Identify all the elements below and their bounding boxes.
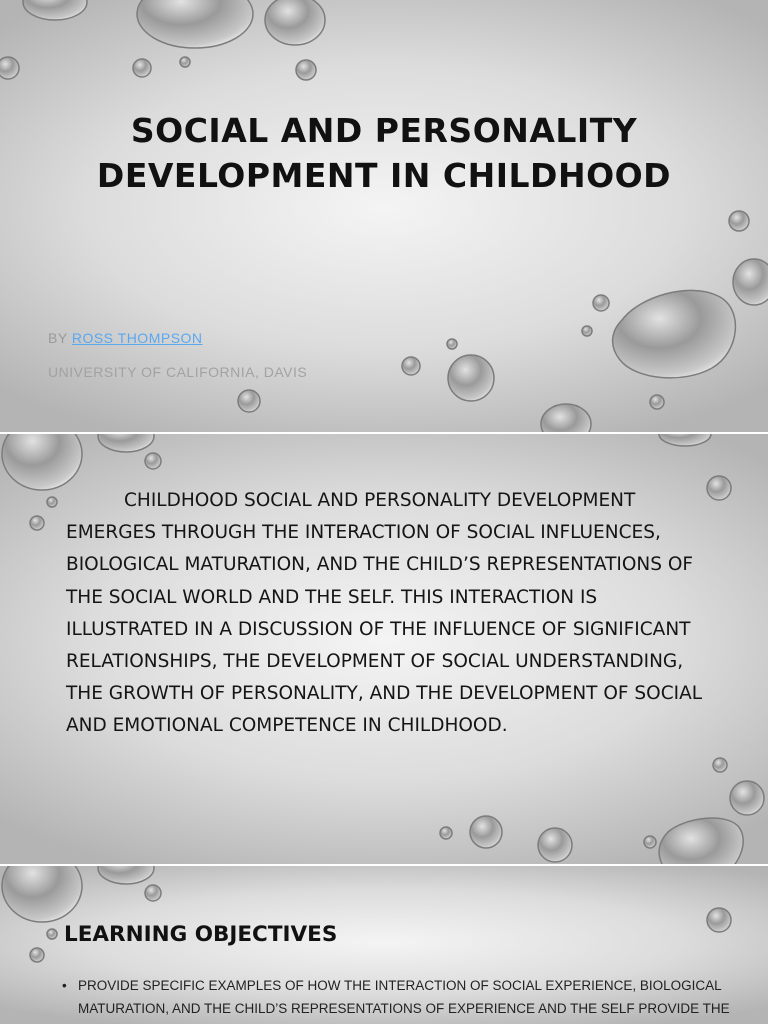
author-link[interactable]: ROSS THOMPSON xyxy=(71,330,203,346)
by-prefix: BY xyxy=(48,330,68,346)
learning-objectives-heading: LEARNING OBJECTIVES xyxy=(64,922,338,947)
abstract-paragraph: CHILDHOOD SOCIAL AND PERSONALITY DEVELOPMENT EMERGES THROUGH THE INTERACTION OF SOCIAL INFLUENCES, BIOLOGICAL MATURATION, AND THE CHILD’S REPRESENTATIONS OF THE SOCIAL WORLD AND THE SELF. THIS INTERACTION IS ILLUSTRATED IN A DISCUSSION OF THE INFLUENCE OF SIGNIFICANT RELATIONSHIPS, THE DEVELOPMENT OF SOCIAL UNDERSTANDING, THE GROWTH OF PERSONALITY, AND THE DEVELOPMENT OF SOCIAL AND EMOTIONAL COMPETENCE IN CHILDHOOD. xyxy=(66,490,703,737)
title-slide xyxy=(0,0,768,432)
author-affiliation: UNIVERSITY OF CALIFORNIA, DAVIS xyxy=(48,364,308,380)
author-byline xyxy=(48,330,203,346)
objectives-list xyxy=(62,974,742,1020)
abstract-slide xyxy=(0,434,768,864)
list-item: • PROVIDE SPECIFIC EXAMPLES OF HOW THE INTERACTION OF SOCIAL EXPERIENCE, BIOLOGICAL MATURATION, AND THE CHILD’S REPRESENTATIONS OF EXPERIENCE AND THE SELF PROVIDE THE xyxy=(62,974,742,1020)
learning-objectives-slide xyxy=(0,866,768,1024)
presentation-title: SOCIAL AND PERSONALITY DEVELOPMENT IN CHILDHOOD xyxy=(96,111,672,195)
